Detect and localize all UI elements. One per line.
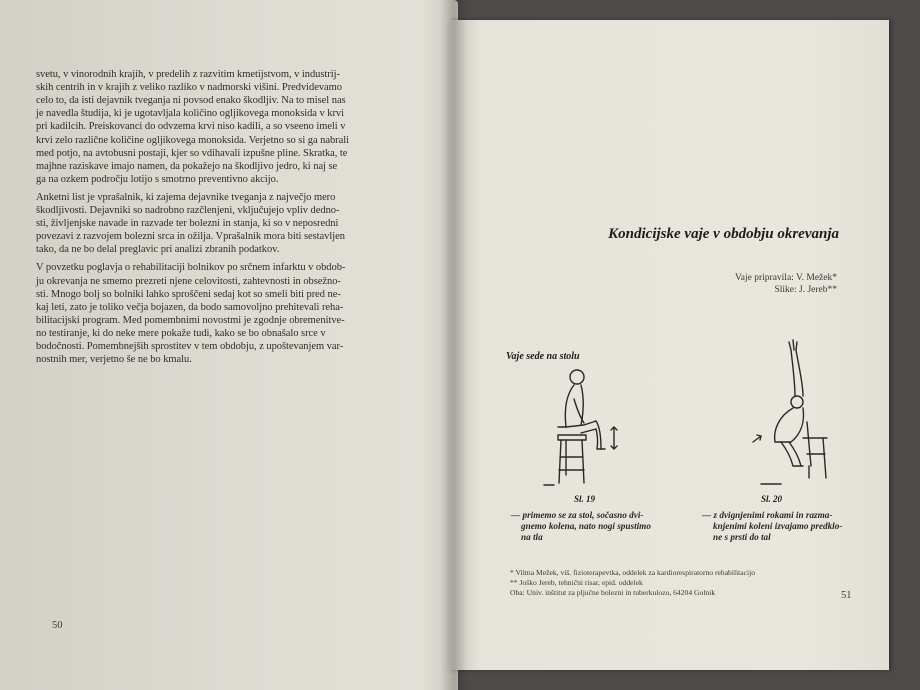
- exercises-credit: Vaje pripravila: V. Mežek*: [734, 273, 837, 283]
- body-text-line: svetu, v vinorodnih krajih, v predelih z razvitim kmetijstvom, v industrij-: [36, 69, 340, 80]
- figure-19-caption-line: gnemo kolena, nato nogi spustimo: [521, 521, 651, 531]
- body-text-line: pri kadilcih. Preiskovanci do odvzema krvi niso kadili, a so vseeno imeli v: [36, 121, 346, 133]
- figure-20-illustration: [731, 338, 843, 488]
- body-text-line: krvi zelo različne količine ogljikovega monoksida. Verjetno so si ga nabrali: [36, 134, 349, 146]
- body-text-line: majhne raziskave imajo namen, da pokažejo na škodljivo jedro, ki naj se: [36, 160, 338, 172]
- body-text-line: med potjo, na avtobusni postaji, kjer so vdihavali izpušne pline. Skratka, te: [36, 147, 348, 159]
- body-text-line: skih centrih in v krajih z veliko razliko v nadmorski višini. Predvidevamo: [36, 82, 342, 94]
- right-page: [449, 20, 889, 670]
- footnote-3: Oba: Univ. inštitut za pljučne bolezni in tuberkulozo, 64204 Golnik: [510, 588, 716, 597]
- figure-19-illustration: [544, 365, 624, 490]
- figure-20-caption-line: ne s prsti do tal: [713, 532, 771, 542]
- body-text-line: nostnih mer, verjetno še ne bo kmalu.: [36, 354, 192, 366]
- left-page-number: 50: [52, 620, 63, 631]
- body-text-line: tako, da ne bo delal preglavic pri analizi zbranih podatkov.: [36, 244, 280, 256]
- article-title: Kondicijske vaje v obdobju okrevanja: [608, 226, 839, 242]
- footnote-2: ** Joško Jereb, tehnični risar, epid. oddelek: [510, 578, 643, 587]
- figure-20-caption-line: knjenimi koleni izvajamo predklo-: [713, 521, 843, 531]
- body-text-line: kaj leti, zato je toliko večja bojazen, da bodo samovoljno prehitevali reha-: [36, 301, 344, 313]
- left-page: [0, 0, 458, 690]
- body-text-line: sti, življenjske navade in razvade ter bolezni in stanja, ki so v neposredni: [36, 218, 339, 230]
- body-text-line: povezavi z razvojem bolezni srca in ožilja. Vprašalnik mora biti sestavljen: [36, 231, 345, 243]
- body-text-line: no testiranje, ki do neke mere pokaže tudi, kako se bo obnašalo srce v: [36, 327, 326, 339]
- figure-19-label: Sl. 19: [574, 494, 596, 504]
- body-text-line: Anketni list je vprašalnik, ki zajema dejavnike tveganja z največjo mero: [36, 191, 336, 203]
- figure-19-caption-line: na tla: [521, 532, 543, 542]
- footnote-1: * Vilma Mežek, viš. fizioterapevtka, oddelek za kardiorespiratorno rehabilitacijo: [510, 568, 756, 577]
- figure-20-label: Sl. 20: [761, 494, 783, 504]
- body-text-line: ga na ozkem področju lotijo s smotrno preventivno akcijo.: [36, 173, 279, 185]
- body-text-line: bilitacijski program. Med pomembnimi novostmi je zgodnje obremenitve-: [36, 314, 345, 326]
- body-text-line: bodočnosti. Pomembnejših sprostitev v tem obdobju, z upoštevanjem var-: [36, 341, 344, 352]
- body-text-line: je navedla študija, ki je ugotavljala količino ogljikovega monoksida v krvi: [36, 108, 344, 120]
- body-text-line: celo to, da isti dejavnik tveganja ni povsod enako škodljiv. Na to misel nas: [36, 95, 346, 107]
- body-text-line: V povzetku poglavja o rehabilitaciji bolnikov po srčnem infarktu v obdob-: [36, 262, 346, 274]
- figure-20-caption-line: — z dvignjenimi rokami in razma-: [702, 510, 833, 520]
- right-page-number: 51: [841, 590, 852, 601]
- illustrations-credit: Slike: J. Jereb**: [774, 285, 837, 295]
- body-text-line: ju okrevanja ne smemo prezreti njene celovitosti, zahtevnosti in obsežno-: [36, 275, 341, 287]
- figure-19-caption-line: — primemo se za stol, sočasno dvi-: [511, 510, 644, 520]
- body-text-line: škodljivosti. Dejavniki so nadrobno razčlenjeni, vključujejo vpliv dedno-: [36, 205, 340, 216]
- section-heading: Vaje sede na stolu: [506, 351, 580, 362]
- body-text-line: sti. Mnogo bolj so bolniki lahko sproščeni sedaj kot so smeli biti pred ne-: [36, 288, 341, 300]
